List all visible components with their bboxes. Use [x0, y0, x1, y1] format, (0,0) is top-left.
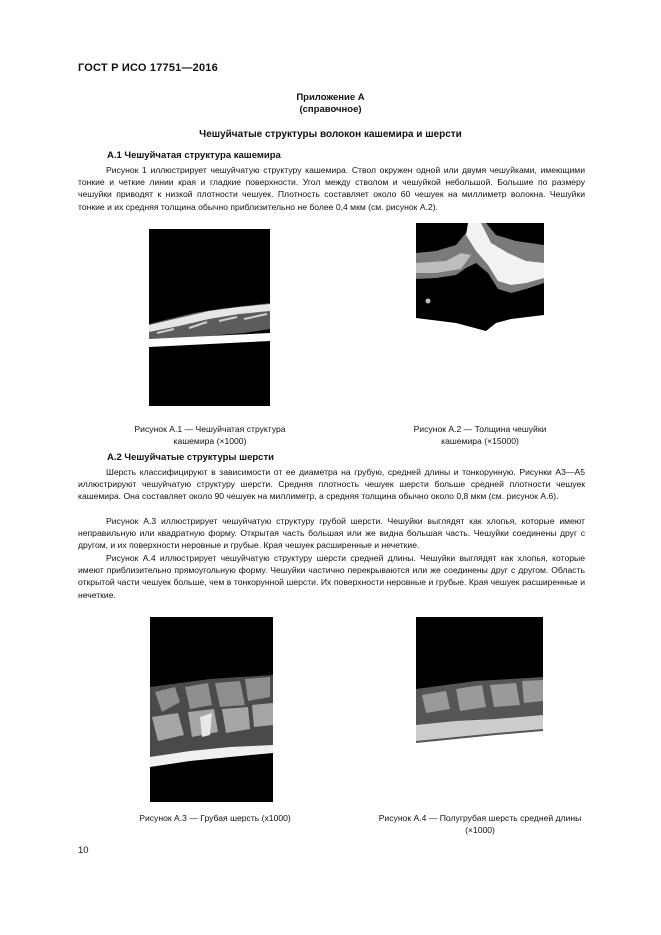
annex-title: Приложение А	[296, 92, 365, 103]
page-title: Чешуйчатые структуры волокон кашемира и шерсти	[199, 129, 462, 140]
section-a2-heading: А.2 Чешуйчатые структуры шерсти	[107, 452, 274, 463]
figure-a2-caption: Рисунок А.2 — Толщина чешуйки кашемира (×15000)	[413, 424, 547, 446]
figure-a4-caption: Рисунок А.4 — Полугрубая шерсть средней длины (×1000)	[378, 813, 582, 835]
section-a2-paragraph-2: Рисунок А.3 иллюстрирует чешуйчатую структуру грубой шерсти. Чешуйки выглядят как хлопья, которые имеют неправильную или квадратную форму. Открытая часть большая или же видна большая часть. Чешуйки соединены друг с другом, и их поверхности неровные и грубые. Края чешуек расширенные и нечеткие.	[78, 516, 585, 551]
document-id: ГОСТ Р ИСО 17751—2016	[78, 62, 218, 74]
annex-note: (справочное)	[299, 104, 362, 115]
section-a2-paragraph-1: Шерсть классифицируют в зависимости от ее диаметра на грубую, средней длины и тонкорунную. Рисунки А3—А5 иллюстрируют чешуйчатую структуру шерсти. Средняя плотность чешуек шерсти больше средней плотности чешуек кашемира. Она составляет около 90 чешуек на миллиметр, а средняя толщина обычно около 0,8 мкм (см. рисунок А.6).	[78, 467, 585, 502]
figure-a2-micrograph	[416, 223, 544, 410]
figure-a3-micrograph	[150, 617, 273, 802]
figure-a1-micrograph	[149, 229, 270, 406]
figure-a3-caption: Рисунок А.3 — Грубая шерсть (x1000)	[139, 813, 291, 823]
page-number: 10	[78, 845, 89, 856]
section-a1-paragraph: Рисунок 1 иллюстрирует чешуйчатую структуру кашемира. Ствол окружен одной или двумя чешуйками, имеющими тонкие и четкие линии края и гладкие поверхности. Угол между стволом и чешуйкой небольшой. Большие по размеру чешуйки приводят к низкой плотности чешуек. Плотность составляет около 60 чешуек на миллиметр волокна. Чешуйки тонкие и их средняя толщина обычно приблизительно не более 0,4 мкм (см. рисунок А.2).	[78, 165, 585, 212]
figure-a4-micrograph	[416, 617, 543, 802]
figure-a1-caption: Рисунок А.1 — Чешуйчатая структура кашемира (×1000)	[134, 424, 286, 446]
figure-a2-image	[416, 223, 544, 410]
figure-a4-image	[416, 617, 543, 802]
figure-a1-image	[149, 229, 270, 406]
section-a1-heading: А.1 Чешуйчатая структура кашемира	[107, 150, 281, 161]
figure-a3-image	[150, 617, 273, 802]
section-a2-paragraph-3: Рисунок А.4 иллюстрирует чешуйчатую структуру шерсти средней длины. Чешуйки выглядят как хлопья, которые имеют приблизительно прямоугольную форму. Чешуйки частично перекрываются или же соединены друг с другом. Область открытой части чешуек больше, чем в тонкорунной шерсти. Их поверхности неровные и грубые. Края чешуек расширенные и нечеткие.	[78, 553, 585, 600]
